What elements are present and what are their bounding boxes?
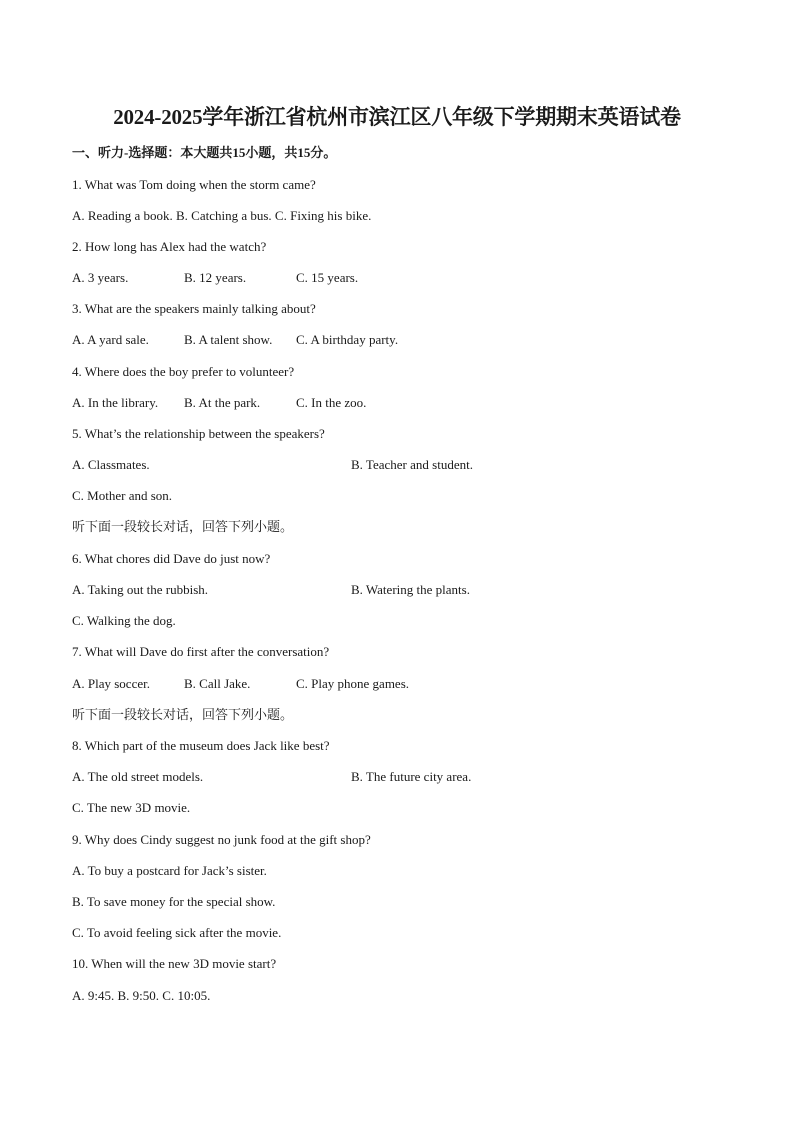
question-1-options: A. Reading a book. B. Catching a bus. C. Fixing his bike. xyxy=(72,208,372,223)
question-10-options: A. 9:45. B. 9:50. C. 10:05. xyxy=(72,988,211,1003)
question-9-option-a: A. To buy a postcard for Jack’s sister. xyxy=(72,863,267,878)
question-8-option-b: B. The future city area. xyxy=(351,769,472,784)
question-6-option-a: A. Taking out the rubbish. xyxy=(72,582,209,597)
question-5-option-c: C. Mother and son. xyxy=(72,488,173,503)
question-7-option-c: C. Play phone games. xyxy=(296,676,410,691)
question-6-option-b: B. Watering the plants. xyxy=(351,582,470,597)
dialogue-instruction: 听下面一段较长对话，回答下列小题。 xyxy=(72,707,294,722)
question-9-option-c: C. To avoid feeling sick after the movie. xyxy=(72,925,282,940)
question-2-option-a: A. 3 years. xyxy=(72,270,129,285)
question-1-stem: 1. What was Tom doing when the storm came? xyxy=(72,177,316,192)
question-4-option-b: B. At the park. xyxy=(184,395,261,410)
question-8-option-c: C. The new 3D movie. xyxy=(72,800,191,815)
question-4-stem: 4. Where does the boy prefer to volunteer? xyxy=(72,364,295,379)
question-8-stem: 8. Which part of the museum does Jack like best? xyxy=(72,738,330,753)
question-7-option-a: A. Play soccer. xyxy=(72,676,150,691)
question-5-option-a: A. Classmates. xyxy=(72,457,150,472)
question-2-option-b: B. 12 years. xyxy=(184,270,247,285)
question-3-option-a: A. A yard sale. xyxy=(72,332,149,347)
question-2-option-c: C. 15 years. xyxy=(296,270,359,285)
question-6-option-c: C. Walking the dog. xyxy=(72,613,176,628)
question-9-option-b: B. To save money for the special show. xyxy=(72,894,276,909)
question-3-option-c: C. A birthday party. xyxy=(296,332,399,347)
section-heading: 一、听力-选择题：本大题共15小题，共15分。 xyxy=(72,145,337,160)
question-5-stem: 5. What’s the relationship between the speakers? xyxy=(72,426,325,441)
question-5-option-b: B. Teacher and student. xyxy=(351,457,473,472)
page-title: 2024-2025学年浙江省杭州市滨江区八年级下学期期末英语试卷 xyxy=(113,105,681,129)
question-8-option-a: A. The old street models. xyxy=(72,769,204,784)
question-4-option-a: A. In the library. xyxy=(72,395,159,410)
dialogue-instruction: 听下面一段较长对话，回答下列小题。 xyxy=(72,519,294,534)
question-6-stem: 6. What chores did Dave do just now? xyxy=(72,551,271,566)
question-7-stem: 7. What will Dave do first after the conversation? xyxy=(72,644,330,659)
question-9-stem: 9. Why does Cindy suggest no junk food at the gift shop? xyxy=(72,832,371,847)
question-2-stem: 2. How long has Alex had the watch? xyxy=(72,239,267,254)
question-10-stem: 10. When will the new 3D movie start? xyxy=(72,956,277,971)
question-3-stem: 3. What are the speakers mainly talking about? xyxy=(72,301,316,316)
question-7-option-b: B. Call Jake. xyxy=(184,676,251,691)
question-4-option-c: C. In the zoo. xyxy=(296,395,367,410)
question-3-option-b: B. A talent show. xyxy=(184,332,273,347)
